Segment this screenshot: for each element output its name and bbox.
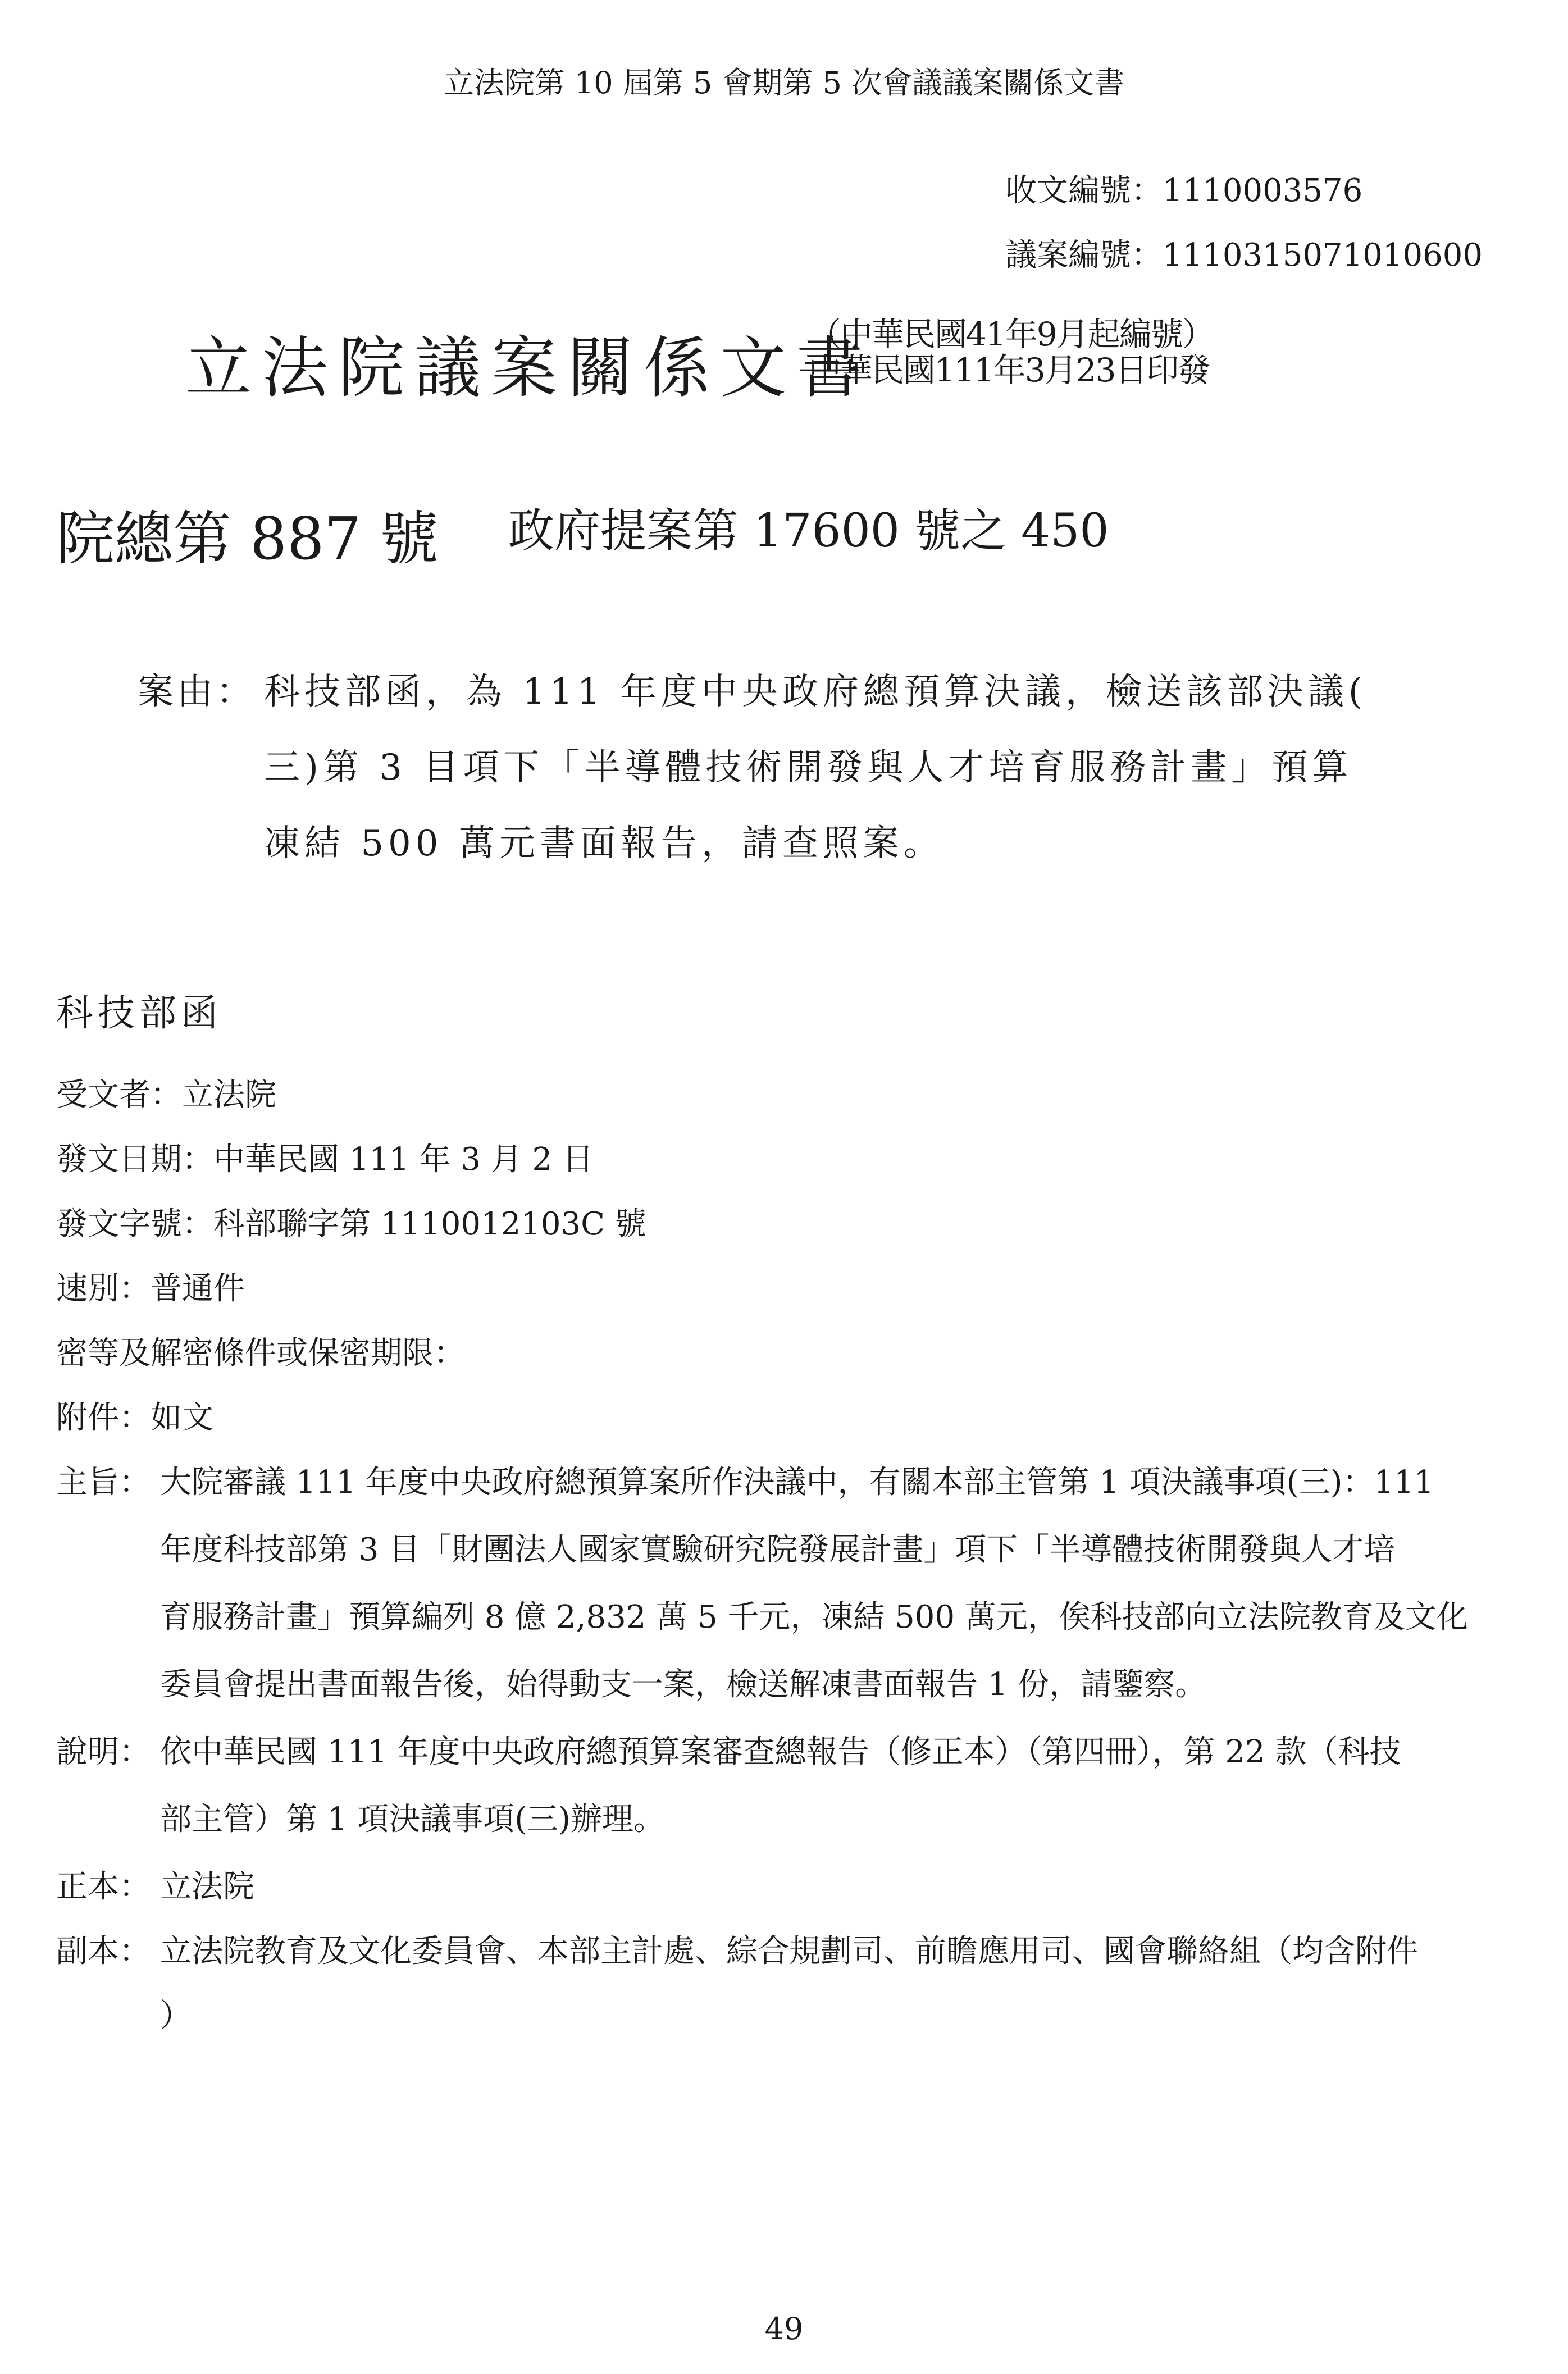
receipt-number: 收文編號：1110003576 bbox=[1005, 172, 1363, 209]
copy-line: ） bbox=[160, 1998, 192, 2034]
explanation-label: 說明： bbox=[56, 1734, 151, 1770]
copy-line: 立法院教育及文化委員會、本部主計處、綜合規劃司、前瞻應用司、國會聯絡組（均含附件 bbox=[160, 1933, 1418, 1970]
purpose-line: 委員會提出書面報告後，始得動支一案，檢送解凍書面報告 1 份，請鑒察。 bbox=[160, 1666, 1207, 1703]
print-date: 中華民國111年3月23日印發 bbox=[809, 351, 1210, 389]
purpose-line: 大院審議 111 年度中央政府總預算案所作決議中，有關本部主管第 1 項決議事項(三)：111 bbox=[160, 1464, 1434, 1501]
subject-line: 科技部函，為 111 年度中央政府總預算決議，檢送該部決議( bbox=[264, 671, 1367, 713]
session-header: 立法院第 10 屆第 5 會期第 5 次會議議案關係文書 bbox=[443, 65, 1125, 101]
original-recipient: 立法院 bbox=[160, 1869, 254, 1905]
numbering-note: （中華民國41年9月起編號） bbox=[809, 315, 1214, 353]
yuan-total-number: 院總第 887 號 bbox=[56, 504, 439, 573]
purpose-line: 育服務計畫」預算編列 8 億 2,832 萬 5 千元，凍結 500 萬元，俟科技部向立法院教育及文化 bbox=[160, 1599, 1468, 1635]
issue-date-field: 發文日期：中華民國 111 年 3 月 2 日 bbox=[56, 1141, 594, 1178]
government-proposal-number: 政府提案第 17600 號之 450 bbox=[508, 504, 1109, 558]
purpose-line: 年度科技部第 3 目「財團法人國家實驗研究院發展計畫」項下「半導體技術開發與人才培 bbox=[160, 1532, 1396, 1568]
copy-label: 副本： bbox=[56, 1933, 151, 1970]
recipient-field: 受文者：立法院 bbox=[56, 1077, 276, 1113]
document-title: 立法院議案關係文書 bbox=[185, 329, 873, 407]
bill-number: 議案編號：1110315071010600 bbox=[1005, 237, 1483, 274]
subject-label: 案由： bbox=[138, 671, 256, 713]
confidentiality-field: 密等及解密條件或保密期限： bbox=[56, 1335, 465, 1371]
subject-line: 凍結 500 萬元書面報告，請查照案。 bbox=[264, 823, 944, 864]
subject-line: 三)第 3 目項下「半導體技術開發與人才培育服務計畫」預算 bbox=[264, 747, 1353, 789]
original-label: 正本： bbox=[56, 1869, 151, 1905]
speed-field: 速別：普通件 bbox=[56, 1270, 245, 1307]
attachment-field: 附件：如文 bbox=[56, 1400, 213, 1436]
purpose-label: 主旨： bbox=[56, 1464, 151, 1501]
explanation-line: 部主管）第 1 項決議事項(三)辦理。 bbox=[160, 1801, 665, 1838]
issue-number-field: 發文字號：科部聯字第 1110012103C 號 bbox=[56, 1206, 646, 1242]
explanation-line: 依中華民國 111 年度中央政府總預算案審查總報告（修正本）（第四冊），第 22 款（科技 bbox=[160, 1734, 1401, 1770]
page-number: 49 bbox=[764, 2311, 804, 2346]
letter-sender: 科技部函 bbox=[56, 991, 222, 1035]
